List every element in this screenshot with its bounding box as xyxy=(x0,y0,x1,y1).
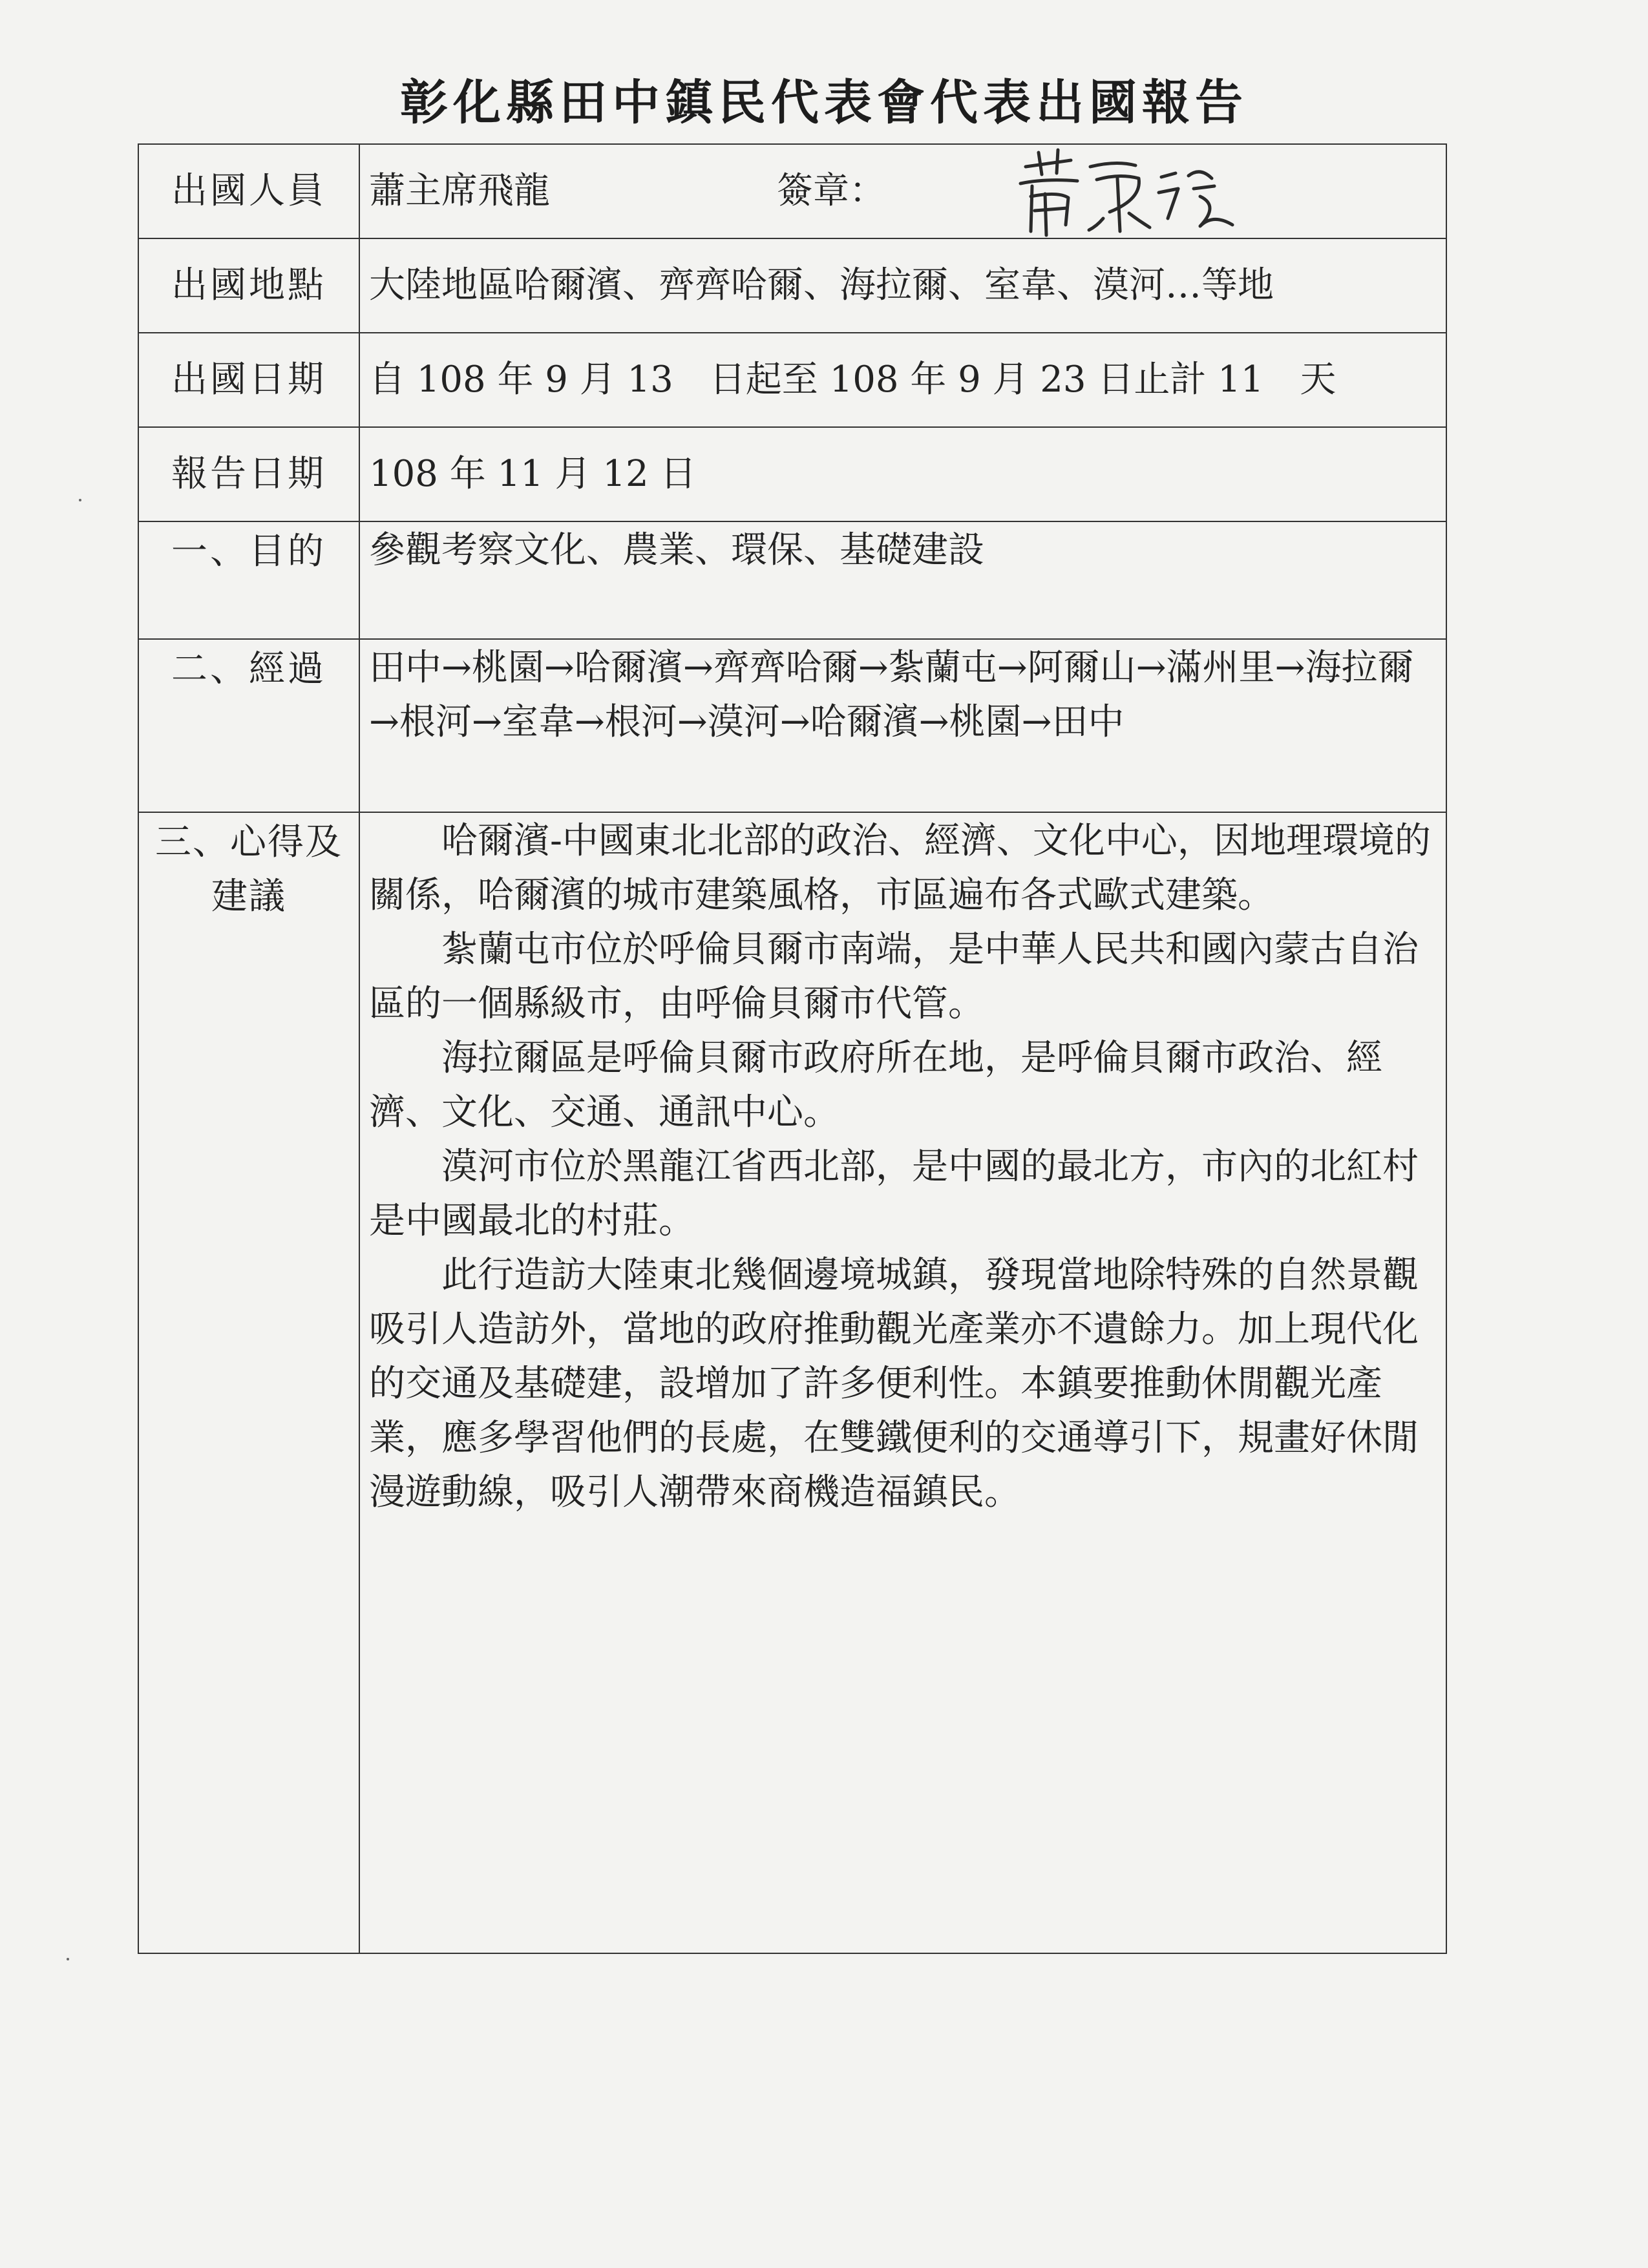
row-reflections xyxy=(138,812,1446,1953)
paragraph: 漠河市位於黑龍江省西北部，是中國的最北方，市內的北紅村是中國最北的村莊。 xyxy=(369,1146,1419,1242)
label-reflections-line2: 建議 xyxy=(211,876,286,918)
row-route xyxy=(138,639,1446,812)
location-text: 大陸地區哈爾濱、齊齊哈爾、海拉爾、室韋、漠河…等地 xyxy=(369,264,1274,306)
label-report-date xyxy=(138,427,359,521)
value-location xyxy=(359,238,1446,333)
value-route xyxy=(359,639,1446,812)
paragraph: 紮蘭屯市位於呼倫貝爾市南端，是中華人民共和國內蒙古自治區的一個縣級市，由呼倫貝爾市代管。 xyxy=(369,929,1419,1025)
person-name: 蕭主席飛龍 xyxy=(369,170,550,212)
paragraph: 海拉爾區是呼倫貝爾市政府所在地，是呼倫貝爾市政治、經濟、文化、交通、通訊中心。 xyxy=(369,1037,1382,1133)
label-reflections-line1: 三、心得及 xyxy=(155,821,343,863)
label-route xyxy=(138,639,359,812)
value-purpose xyxy=(359,521,1446,639)
label-dates-text: 出國日期 xyxy=(171,359,326,401)
label-route-text: 二、經過 xyxy=(171,648,326,690)
purpose-text: 參觀考察文化、農業、環保、基礎建設 xyxy=(369,529,984,571)
row-report-date xyxy=(138,427,1446,521)
document-title: 彰化縣田中鎮民代表會代表出國報告 xyxy=(400,75,1248,131)
label-report-date-text: 報告日期 xyxy=(171,453,326,495)
report-date-text: 108 年 11 月 12 日 xyxy=(369,453,697,495)
value-reflections xyxy=(359,812,1446,1953)
label-person xyxy=(138,144,359,238)
label-location-text: 出國地點 xyxy=(171,264,326,306)
report-form-table xyxy=(138,143,1447,1954)
label-purpose xyxy=(138,521,359,639)
value-dates xyxy=(359,333,1446,427)
paragraph: 哈爾濱-中國東北北部的政治、經濟、文化中心，因地理環境的關係，哈爾濱的城市建築風格，市區遍布各式歐式建築。 xyxy=(369,820,1431,916)
label-dates xyxy=(138,333,359,427)
row-dates xyxy=(138,333,1446,427)
label-location xyxy=(138,238,359,333)
label-reflections xyxy=(138,812,359,1953)
value-person xyxy=(359,144,1446,238)
scan-speck xyxy=(79,499,81,501)
route-text: 田中→桃園→哈爾濱→齊齊哈爾→紮蘭屯→阿爾山→滿州里→海拉爾→根河→室韋→根河→漠河→哈爾濱→桃園→田中 xyxy=(369,647,1414,743)
signature-label: 簽章： xyxy=(777,170,885,212)
paragraph: 此行造訪大陸東北幾個邊境城鎮，發現當地除特殊的自然景觀吸引人造訪外，當地的政府推動觀光產業亦不遺餘力。加上現代化的交通及基礎建，設增加了許多便利性。本鎮要推動休閒觀光產業，應多學習他們的長處，在雙鐵便利的交通導引下，規畫好休閒漫遊動線，吸引人潮帶來商機造福鎮民。 xyxy=(369,1254,1419,1513)
handwritten-signature xyxy=(1006,141,1252,238)
row-location xyxy=(138,238,1446,333)
label-purpose-text: 一、目的 xyxy=(171,530,326,572)
label-person-text: 出國人員 xyxy=(171,170,326,212)
dates-text: 自 108 年 9 月 13 日起至 108 年 9 月 23 日止計 11 天 xyxy=(369,359,1336,401)
row-purpose xyxy=(138,521,1446,639)
value-report-date xyxy=(359,427,1446,521)
row-person xyxy=(138,144,1446,238)
scan-speck xyxy=(67,1958,69,1960)
